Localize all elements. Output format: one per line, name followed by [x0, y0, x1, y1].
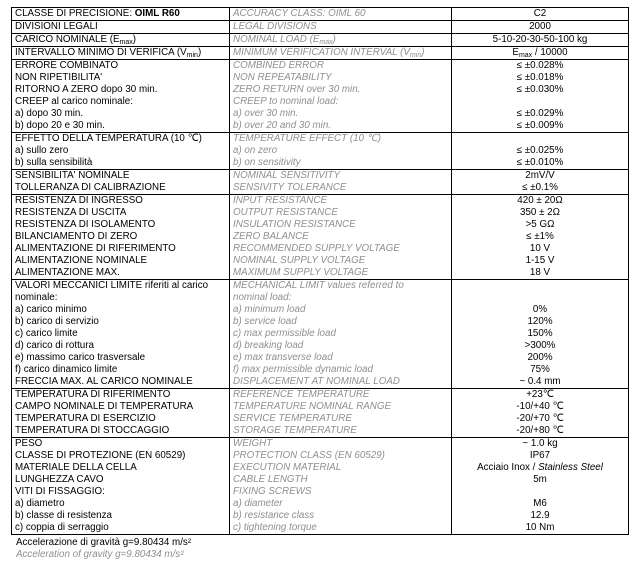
label-text: b) classe di resistenza [15, 510, 112, 521]
spec-section [12, 47, 629, 60]
italian-label [15, 364, 226, 376]
italian-label [15, 182, 226, 194]
label-subscript: min [186, 52, 198, 59]
italian-label [15, 219, 226, 231]
label-text: b) dopo 20 e 30 min. [15, 120, 105, 131]
label-text: VITI DI FISSAGGIO: [15, 486, 105, 497]
english-label: INPUT RESISTANCE [233, 195, 327, 206]
italian-label [15, 195, 226, 207]
label-text: MATERIALE DELLA CELLA [15, 462, 137, 473]
english-label: FIXING SCREWS [233, 486, 312, 497]
italian-label-cell [12, 170, 230, 195]
spec-value: 1-15 V [525, 255, 555, 266]
italian-label [15, 34, 226, 46]
spec-value: ≤ ±0.029% [516, 108, 564, 119]
label-text: RITORNO A ZERO dopo 30 min. [15, 84, 158, 95]
english-label-cell [230, 195, 452, 280]
italian-label [15, 145, 226, 157]
label-text: CREEP al carico nominale: [15, 96, 133, 107]
english-label: ZERO BALANCE [233, 231, 309, 242]
italian-label [15, 486, 226, 498]
english-label-cell [230, 389, 452, 438]
spec-value: 12.9 [530, 510, 550, 521]
spec-value: 10 V [529, 243, 551, 254]
italian-label-cell [12, 60, 230, 133]
italian-label [15, 462, 226, 474]
english-label-cell [230, 47, 452, 60]
english-label: e) max transverse load [233, 352, 333, 363]
value-cell [452, 34, 629, 47]
value-cell [452, 133, 629, 170]
value-cell [452, 438, 629, 535]
spec-section [12, 133, 629, 170]
english-label: PROTECTION CLASS (EN 60529) [233, 450, 385, 461]
spec-section [12, 170, 629, 195]
spec-value: 2mV/V [525, 170, 555, 181]
label-text: RESISTENZA DI USCITA [15, 207, 127, 218]
english-label-cell [230, 34, 452, 47]
label-text: d) carico di rottura [15, 340, 94, 351]
spec-value: -20/+70 ℃ [516, 413, 564, 424]
spec-value: ≤ ±0.1% [522, 182, 558, 193]
english-label: LEGAL DIVISIONS [233, 21, 317, 32]
english-label: TEMPERATURE EFFECT (10 ℃) [233, 133, 381, 144]
english-label: MECHANICAL LIMIT values referred to [233, 280, 404, 291]
english-label: EXECUTION MATERIAL [233, 462, 342, 473]
label-text: LUNGHEZZA CAVO [15, 474, 104, 485]
italian-label [15, 522, 226, 534]
spec-value: ≤ ±0.025% [516, 145, 564, 156]
italian-label [15, 340, 226, 352]
value-cell [452, 280, 629, 389]
label-text: c) carico limite [15, 328, 78, 339]
english-label: COMBINED ERROR [233, 60, 324, 71]
spec-section [12, 34, 629, 47]
label-text: VALORI MECCANICI LIMITE [15, 280, 143, 291]
spec-section [12, 438, 629, 535]
label-text: RESISTENZA DI ISOLAMENTO [15, 219, 156, 230]
label-text: TEMPERATURA DI RIFERIMENTO [15, 389, 171, 400]
label-text: b) carico di servizio [15, 316, 99, 327]
english-label: INSULATION RESISTANCE [233, 219, 356, 230]
spec-table [11, 7, 629, 535]
label-text: ALIMENTAZIONE MAX. [15, 267, 120, 278]
italian-label [15, 292, 226, 304]
spec-value: M6 [533, 498, 547, 509]
label-text: CARICO NOMINALE (E [15, 34, 120, 45]
gravity-note-it: Accelerazione di gravità g=9.80434 m/s² [16, 537, 192, 548]
label-text: ALIMENTAZIONE DI RIFERIMENTO [15, 243, 176, 254]
label-subscript: max [119, 39, 133, 46]
spec-value [455, 280, 625, 292]
english-label-cell [230, 60, 452, 133]
label-text: NON RIPETIBILITA' [15, 72, 103, 83]
label-text: RESISTENZA DI INGRESSO [15, 195, 143, 206]
label-text: TEMPERATURA DI ESERCIZIO [15, 413, 156, 424]
label-text: CAMPO NOMINALE DI TEMPERATURA [15, 401, 194, 412]
label-text: TOLLERANZA DI CALIBRAZIONE [15, 182, 166, 193]
label-text: CLASSE DI PRECISIONE: [15, 8, 135, 19]
italian-label [15, 498, 226, 510]
italian-label [15, 413, 226, 425]
label-text: e) massimo carico trasversale [15, 352, 146, 363]
english-label-cell [230, 133, 452, 170]
italian-label [15, 231, 226, 243]
italian-label-cell [12, 280, 230, 389]
italian-label-cell [12, 389, 230, 438]
value-cell [452, 195, 629, 280]
label-continuation: riferiti al carico [142, 280, 209, 291]
english-label: b) on sensitivity [233, 157, 301, 168]
spec-value [455, 486, 625, 498]
english-label: f) max permissible dynamic load [233, 364, 373, 375]
italian-label [15, 157, 226, 169]
label-text: b) sulla sensibilità [15, 157, 93, 168]
spec-value: -10/+40 ℃ [516, 401, 564, 412]
italian-label [15, 401, 226, 413]
label-text: f) carico dinamico limite [15, 364, 118, 375]
italian-label [15, 72, 226, 84]
english-label: NOMINAL LOAD $(E_{max})$ [233, 34, 336, 46]
value-cell [452, 170, 629, 195]
label-closing: ) [132, 34, 137, 45]
english-label: ZERO RETURN over 30 min. [233, 84, 361, 95]
italian-label [15, 328, 226, 340]
spec-value: +23℃ [526, 389, 554, 400]
label-text: ERRORE COMBINATO [15, 60, 119, 71]
spec-section [12, 60, 629, 133]
value-cell [452, 47, 629, 60]
italian-label [15, 21, 226, 33]
spec-value: 75% [530, 364, 550, 375]
english-label-cell [230, 21, 452, 34]
english-label: NOMINAL SUPPLY VOLTAGE [233, 255, 366, 266]
label-text: SENSIBILITA' NOMINALE [15, 170, 130, 181]
italian-label [15, 133, 226, 145]
italian-label [15, 243, 226, 255]
english-label: a) on zero [233, 145, 278, 156]
english-label: DISPLACEMENT AT NOMINAL LOAD [233, 376, 400, 387]
english-label: nominal load: [233, 292, 292, 303]
label-text: a) sullo zero [15, 145, 69, 156]
english-label-cell [230, 438, 452, 535]
english-label: REFERENCE TEMPERATURE [233, 389, 370, 400]
spec-value [455, 133, 625, 145]
spec-value: ≤ ±0.009% [516, 120, 564, 131]
english-label-cell [230, 8, 452, 21]
spec-section [12, 280, 629, 389]
gravity-note-en: Acceleration of gravity g=9.80434 m/s² [16, 549, 184, 560]
label-text: nominale: [15, 292, 58, 303]
label-text: TEMPERATURA DI STOCCAGGIO [15, 425, 170, 436]
spec-value: $E_{max} / 10000$ [512, 47, 568, 59]
italian-label [15, 8, 226, 20]
spec-value: ~ 1.0 kg [522, 438, 558, 449]
spec-value: ≤ ±0.028% [516, 60, 564, 71]
spec-value: ≤ ±0.018% [516, 72, 564, 83]
label-text: CLASSE DI PROTEZIONE (EN 60529) [15, 450, 186, 461]
value-cell [452, 389, 629, 438]
italian-label [15, 108, 226, 120]
spec-value: Acciaio Inox / Stainless Steel [477, 462, 603, 473]
italian-label [15, 84, 226, 96]
label-emphasis: OIML R60 [134, 8, 180, 19]
italian-label [15, 316, 226, 328]
datasheet [11, 7, 628, 561]
spec-value: ~ 0.4 mm [519, 376, 561, 387]
italian-label [15, 60, 226, 72]
italian-label [15, 120, 226, 132]
english-label: TEMPERATURE NOMINAL RANGE [233, 401, 392, 412]
english-label: c) tightening torque [233, 522, 317, 533]
label-text: a) dopo 30 min. [15, 108, 84, 119]
english-label: ACCURACY CLASS: OIML 60 [233, 8, 366, 19]
spec-value: 5-10-20-30-50-100 kg [492, 34, 588, 45]
spec-value: C2 [533, 8, 547, 19]
spec-value: ≤ ±1% [526, 231, 554, 242]
label-text: BILANCIAMENTO DI ZERO [15, 231, 138, 242]
value-cell [452, 21, 629, 34]
english-label: NON REPEATABILITY [233, 72, 332, 83]
italian-label-cell [12, 34, 230, 47]
spec-value: 18 V [529, 267, 551, 278]
footer [11, 537, 628, 561]
spec-section [12, 8, 629, 21]
english-label: SENSIVITY TOLERANCE [233, 182, 347, 193]
spec-value: 420 ± 20Ω [517, 195, 563, 206]
english-label: RECOMMENDED SUPPLY VOLTAGE [233, 243, 400, 254]
italian-label [15, 96, 226, 108]
spec-table-body [12, 8, 629, 535]
label-text: PESO [15, 438, 43, 449]
label-text: DIVISIONI LEGALI [15, 21, 98, 32]
english-label: c) max permissible load [233, 328, 336, 339]
english-label: a) over 30 min. [233, 108, 299, 119]
english-label: MINIMUM VERIFICATION INTERVAL $(V_{min})$ [233, 47, 425, 59]
spec-section [12, 21, 629, 34]
english-label: b) resistance class [233, 510, 315, 521]
italian-label [15, 47, 226, 59]
english-label: a) diameter [233, 498, 283, 509]
english-label-cell [230, 170, 452, 195]
spec-value: >300% [524, 340, 556, 351]
english-label: CREEP to nominal load: [233, 96, 339, 107]
spec-value: -20/+80 ℃ [516, 425, 564, 436]
english-label: NOMINAL SENSITIVITY [233, 170, 341, 181]
spec-value: 10 Nm [525, 522, 555, 533]
italian-label [15, 438, 226, 450]
english-label: b) service load [233, 316, 297, 327]
italian-label [15, 304, 226, 316]
english-label: a) minimum load [233, 304, 306, 315]
italian-label [15, 255, 226, 267]
italian-label-cell [12, 133, 230, 170]
italian-label-cell [12, 47, 230, 60]
english-label-cell [230, 280, 452, 389]
italian-label [15, 425, 226, 437]
label-text: EFFETTO DELLA TEMPERATURA (10 ℃) [15, 133, 202, 144]
spec-value: 2000 [529, 21, 551, 32]
spec-value: IP67 [529, 450, 551, 461]
english-label: SERVICE TEMPERATURE [233, 413, 352, 424]
italian-label-cell [12, 21, 230, 34]
italian-label [15, 450, 226, 462]
spec-value: 350 ± 2Ω [520, 207, 560, 218]
spec-value: 200% [527, 352, 553, 363]
italian-label [15, 207, 226, 219]
spec-value: 5m [533, 474, 547, 485]
label-text: ALIMENTAZIONE NOMINALE [15, 255, 148, 266]
english-label: OUTPUT RESISTANCE [233, 207, 338, 218]
spec-value: ≤ ±0.010% [516, 157, 564, 168]
english-label: WEIGHT [233, 438, 273, 449]
spec-value: 120% [527, 316, 553, 327]
value-cell [452, 60, 629, 133]
label-text: INTERVALLO MINIMO DI VERIFICA (V [15, 47, 187, 58]
english-label: d) breaking load [233, 340, 304, 351]
italian-label-cell [12, 438, 230, 535]
english-label: CABLE LENGTH [233, 474, 308, 485]
italian-label [15, 389, 226, 401]
label-closing: ) [197, 47, 202, 58]
spec-value: ≤ ±0.030% [516, 84, 564, 95]
italian-label-cell [12, 195, 230, 280]
italian-label [15, 510, 226, 522]
spec-section [12, 195, 629, 280]
spec-section [12, 389, 629, 438]
italian-label-cell [12, 8, 230, 21]
spec-value: 150% [527, 328, 553, 339]
label-text: a) carico minimo [15, 304, 87, 315]
label-text: a) diametro [15, 498, 65, 509]
italian-label [15, 474, 226, 486]
italian-label [15, 376, 226, 388]
english-label: b) over 20 and 30 min. [233, 120, 332, 131]
english-label: MAXIMUM SUPPLY VOLTAGE [233, 267, 369, 278]
spec-value: >5 GΩ [525, 219, 555, 230]
english-label: STORAGE TEMPERATURE [233, 425, 357, 436]
spec-value [455, 96, 625, 108]
label-text: c) coppia di serraggio [15, 522, 109, 533]
value-cell [452, 8, 629, 21]
italian-label [15, 280, 226, 292]
italian-label [15, 170, 226, 182]
italian-label [15, 267, 226, 279]
spec-value: 0% [532, 304, 548, 315]
italian-label [15, 352, 226, 364]
spec-value [455, 292, 625, 304]
label-text: FRECCIA MAX. AL CARICO NOMINALE [15, 376, 193, 387]
